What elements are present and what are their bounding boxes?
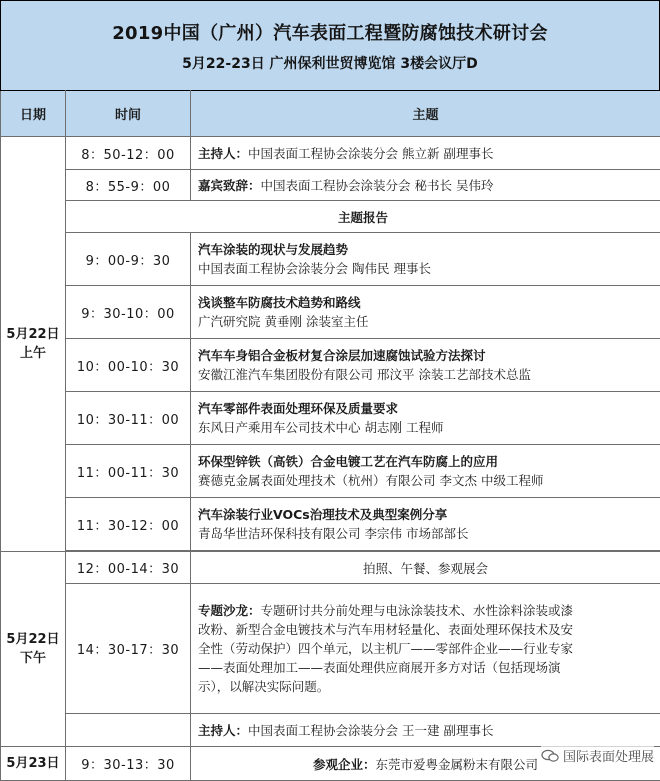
topic-cell: [191, 339, 660, 392]
date-period: 上午: [1, 344, 65, 363]
time-cell: 9：30-13：30: [66, 747, 191, 781]
time-cell: 8：50-12：00: [66, 137, 191, 170]
date-period: 下午: [1, 649, 65, 668]
table-header-row: [1, 91, 660, 137]
column-header-date: 日期: [1, 91, 66, 137]
table-row: [1, 137, 660, 170]
talk-speaker: 中国表面工程协会涂装分会 陶伟民 理事长: [198, 259, 654, 278]
guest-speech-label: 嘉宾致辞：: [198, 178, 261, 193]
talk-row: [1, 392, 660, 445]
time-cell: 8：55-9：00: [66, 170, 191, 201]
talk-speaker: 赛德克金属表面处理技术（杭州）有限公司 李文杰 中级工程师: [198, 471, 654, 490]
topic-cell: [191, 714, 660, 747]
column-header-time: 时间: [66, 91, 191, 137]
salon-description: [198, 601, 654, 696]
watermark-text: 国际表面处理展: [563, 746, 654, 765]
time-cell: 14：30-17：30: [66, 584, 191, 714]
time-cell: 9：00-9：30: [66, 233, 191, 286]
table-row: [1, 552, 660, 584]
topic-cell: [191, 137, 660, 170]
time-cell: 10：30-11：00: [66, 392, 191, 445]
talk-speaker: 青岛华世洁环保科技有限公司 李宗伟 市场部部长: [198, 524, 654, 543]
watermark: [541, 746, 654, 765]
guest-speech-text: 中国表面工程协会涂装分会 秘书长 吴伟玲: [261, 178, 494, 193]
talk-title: 汽车零部件表面处理环保及质量要求: [198, 399, 654, 418]
topic-cell: [191, 286, 660, 339]
host-text: 中国表面工程协会涂装分会 王一建 副理事长: [248, 723, 493, 738]
date-cell-22-pm: [1, 552, 66, 747]
agenda-header: [0, 0, 660, 91]
talk-row: [1, 339, 660, 392]
page-subtitle: 5月22-23日 广州保利世贸博览馆 3楼会议厅D: [1, 53, 659, 73]
talk-title: 环保型锌铁（高铁）合金电镀工艺在汽车防腐上的应用: [198, 452, 654, 471]
talk-row: [1, 233, 660, 286]
salon-line-1: 专题研讨共分前处理与电泳涂装技术、水性涂料涂装或漆: [261, 603, 574, 618]
agenda-table: [0, 90, 660, 781]
time-cell: 10：00-10：30: [66, 339, 191, 392]
time-cell: 11：00-11：30: [66, 445, 191, 498]
salon-label: 专题沙龙：: [198, 603, 261, 618]
topic-cell: [191, 392, 660, 445]
talk-speaker: 广汽研究院 黄垂刚 涂装室主任: [198, 312, 654, 331]
talk-row: [1, 445, 660, 498]
time-cell: 12：00-14：30: [66, 552, 191, 584]
salon-line-3: 全性（劳动保护）四个单元，以主机厂——零部件企业——行业专家: [198, 639, 646, 658]
salon-line-4: ——表面处理加工——表面处理供应商展开多方对话（包括现场演: [198, 658, 646, 677]
host-label: 主持人：: [198, 146, 248, 161]
salon-cell: [191, 584, 660, 714]
date-label: 5月22日: [1, 630, 65, 649]
talk-title: 汽车涂装的现状与发展趋势: [198, 240, 654, 259]
visit-label: 参观企业：: [313, 757, 376, 772]
salon-row: [1, 584, 660, 714]
date-label: 5月22日: [1, 325, 65, 344]
topic-cell: [191, 170, 660, 201]
visit-text: 东莞市爱粤金属粉末有限公司: [376, 757, 539, 772]
talk-row: [1, 286, 660, 339]
time-cell: 11：30-12：00: [66, 498, 191, 551]
topic-cell: [191, 445, 660, 498]
talk-row: [1, 498, 660, 551]
salon-line-5: 示），以解决实际问题。: [198, 677, 646, 696]
time-cell: 9：30-10：00: [66, 286, 191, 339]
talk-speaker: 安徽江淮汽车集团股份有限公司 邢汶平 涂装工艺部技术总监: [198, 365, 654, 384]
salon-line-2: 改粉、新型合金电镀技术与汽车用材轻量化、表面处理环保技术及安: [198, 620, 646, 639]
page-title: 2019中国（广州）汽车表面工程暨防腐蚀技术研讨会: [1, 19, 659, 45]
time-cell-empty: [66, 714, 191, 747]
host-text: 中国表面工程协会涂装分会 熊立新 副理事长: [248, 146, 493, 161]
topic-cell: [191, 233, 660, 286]
table-row: [1, 170, 660, 201]
date-cell-23: 5月23日: [1, 747, 66, 781]
host-label: 主持人：: [198, 723, 248, 738]
talk-title: 浅谈整车防腐技术趋势和路线: [198, 293, 654, 312]
table-row: [1, 201, 660, 233]
date-cell-22-am: [1, 137, 66, 552]
chat-bubble-icon: [541, 749, 559, 763]
talk-title: 汽车涂装行业VOCs治理技术及典型案例分享: [198, 505, 654, 524]
topic-cell: [191, 498, 660, 551]
table-row: [1, 714, 660, 747]
talk-title: 汽车车身铝合金板材复合涂层加速腐蚀试验方法探讨: [198, 346, 654, 365]
talk-speaker: 东风日产乘用车公司技术中心 胡志刚 工程师: [198, 418, 654, 437]
column-header-topic: 主题: [191, 91, 660, 137]
section-heading: 主题报告: [66, 201, 660, 233]
lunch-cell: 拍照、午餐、参观展会: [191, 552, 660, 584]
